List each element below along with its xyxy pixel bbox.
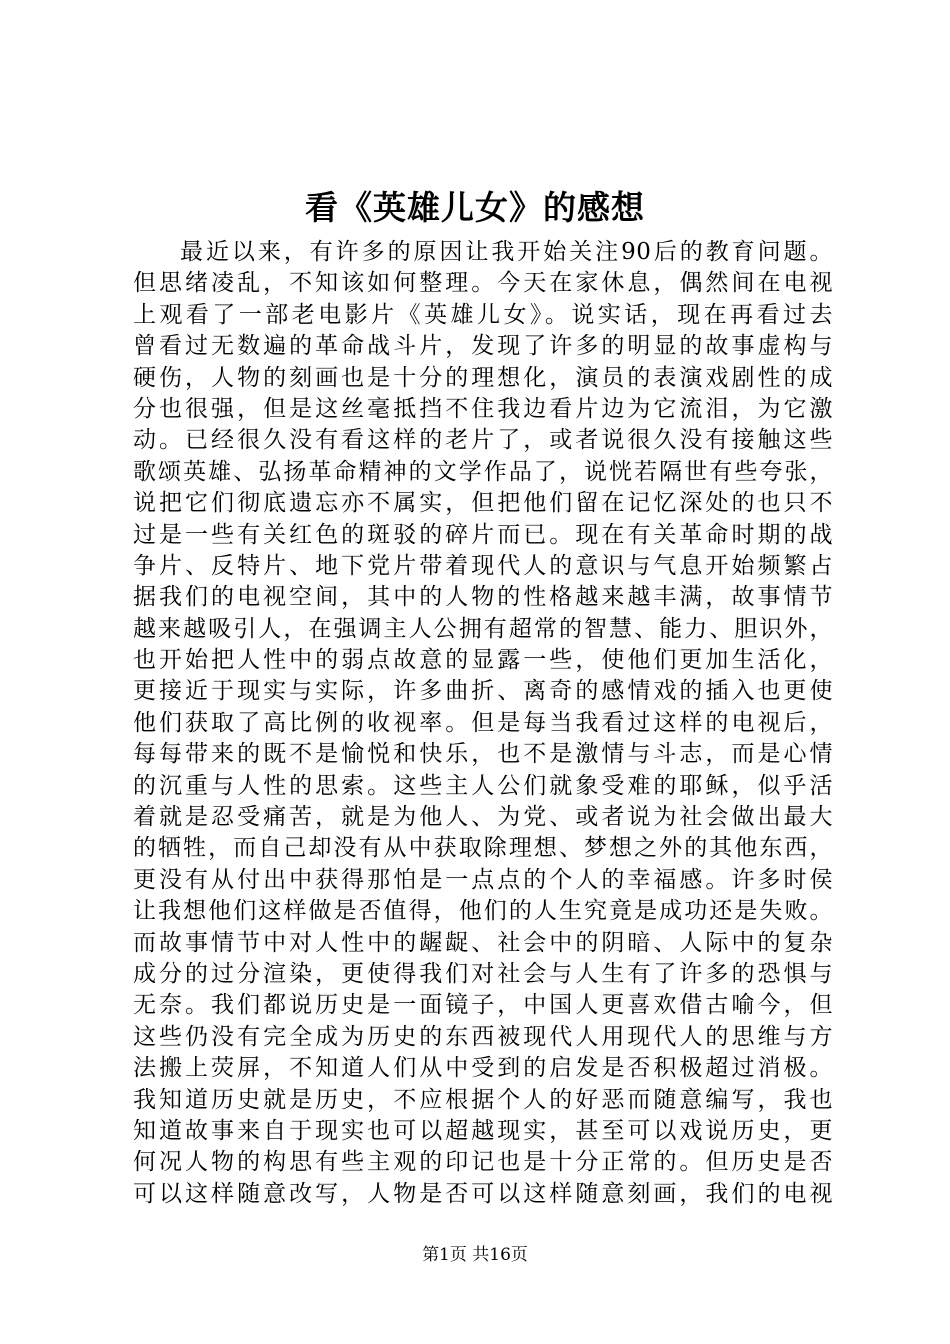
- body-line: 据我们的电视空间，其中的人物的性格越来越丰满，故事情节: [133, 584, 833, 611]
- body-line: 让我想他们这样做是否值得，他们的人生究竟是成功还是失败。: [133, 898, 833, 925]
- body-line: 更没有从付出中获得那怕是一点点的个人的幸福感。许多时侯: [133, 866, 833, 893]
- body-line: 何况人物的构思有些主观的印记也是十分正常的。但历史是否: [133, 1149, 833, 1176]
- body-line: 更接近于现实与实际，许多曲折、离奇的感情戏的插入也更使: [133, 678, 833, 705]
- body-line: 但思绪凌乱，不知该如何整理。今天在家休息，偶然间在电视: [133, 270, 833, 297]
- document-title: 看《英雄儿女》的感想: [305, 188, 645, 227]
- body-line: 也开始把人性中的弱点故意的显露一些，使他们更加生活化，: [133, 647, 833, 674]
- document-body: [133, 237, 833, 1210]
- body-line: 上观看了一部老电影片《英雄儿女》。说实话，现在再看过去: [133, 301, 833, 328]
- body-line: 歌颂英雄、弘扬革命精神的文学作品了，说恍若隔世有些夸张，: [133, 458, 833, 485]
- body-line: 的牺牲，而自己却没有从中获取除理想、梦想之外的其他东西，: [133, 835, 833, 862]
- page-number-footer: 第1页 共16页: [422, 1245, 528, 1265]
- body-line: 动。已经很久没有看这样的老片了，或者说很久没有接触这些: [133, 427, 833, 454]
- body-line: 过是一些有关红色的斑驳的碎片而已。现在有关革命时期的战: [133, 521, 833, 548]
- body-line: 最近以来，有许多的原因让我开始关注90后的教育问题。: [180, 239, 833, 265]
- body-line: 我知道历史就是历史，不应根据个人的好恶而随意编写，我也: [133, 1086, 833, 1113]
- body-line: 说把它们彻底遗忘亦不属实，但把他们留在记忆深处的也只不: [133, 490, 833, 517]
- body-line: 的沉重与人性的思索。这些主人公们就象受难的耶稣，似乎活: [133, 772, 833, 799]
- body-line: 分也很强，但是这丝毫抵挡不住我边看片边为它流泪，为它激: [133, 395, 833, 422]
- body-line: 法搬上荧屏，不知道人们从中受到的启发是否积极超过消极。: [133, 1055, 833, 1082]
- body-line: 他们获取了高比例的收视率。但是每当我看过这样的电视后，: [133, 709, 833, 736]
- body-line: 着就是忍受痛苦，就是为他人、为党、或者说为社会做出最大: [133, 804, 833, 831]
- body-line: 每每带来的既不是愉悦和快乐，也不是激情与斗志，而是心情: [133, 741, 833, 768]
- body-line: 争片、反特片、地下党片带着现代人的意识与气息开始频繁占: [133, 552, 833, 579]
- body-line: 越来越吸引人，在强调主人公拥有超常的智慧、能力、胆识外，: [133, 615, 833, 642]
- body-line: 成分的过分渲染，更使得我们对社会与人生有了许多的恐惧与: [133, 960, 833, 987]
- body-line: 而故事情节中对人性中的龌龊、社会中的阴暗、人际中的复杂: [133, 929, 833, 956]
- body-line: 无奈。我们都说历史是一面镜子，中国人更喜欢借古喻今，但: [133, 992, 833, 1019]
- body-line: 硬伤，人物的刻画也是十分的理想化，演员的表演戏剧性的成: [133, 364, 833, 391]
- body-line: 可以这样随意改写，人物是否可以这样随意刻画，我们的电视: [133, 1180, 833, 1207]
- body-line: 曾看过无数遍的革命战斗片，发现了许多的明显的故事虚构与: [133, 333, 833, 360]
- body-line: 这些仍没有完全成为历史的东西被现代人用现代人的思维与方: [133, 1023, 833, 1050]
- body-line: 知道故事来自于现实也可以超越现实，甚至可以戏说历史，更: [133, 1117, 833, 1144]
